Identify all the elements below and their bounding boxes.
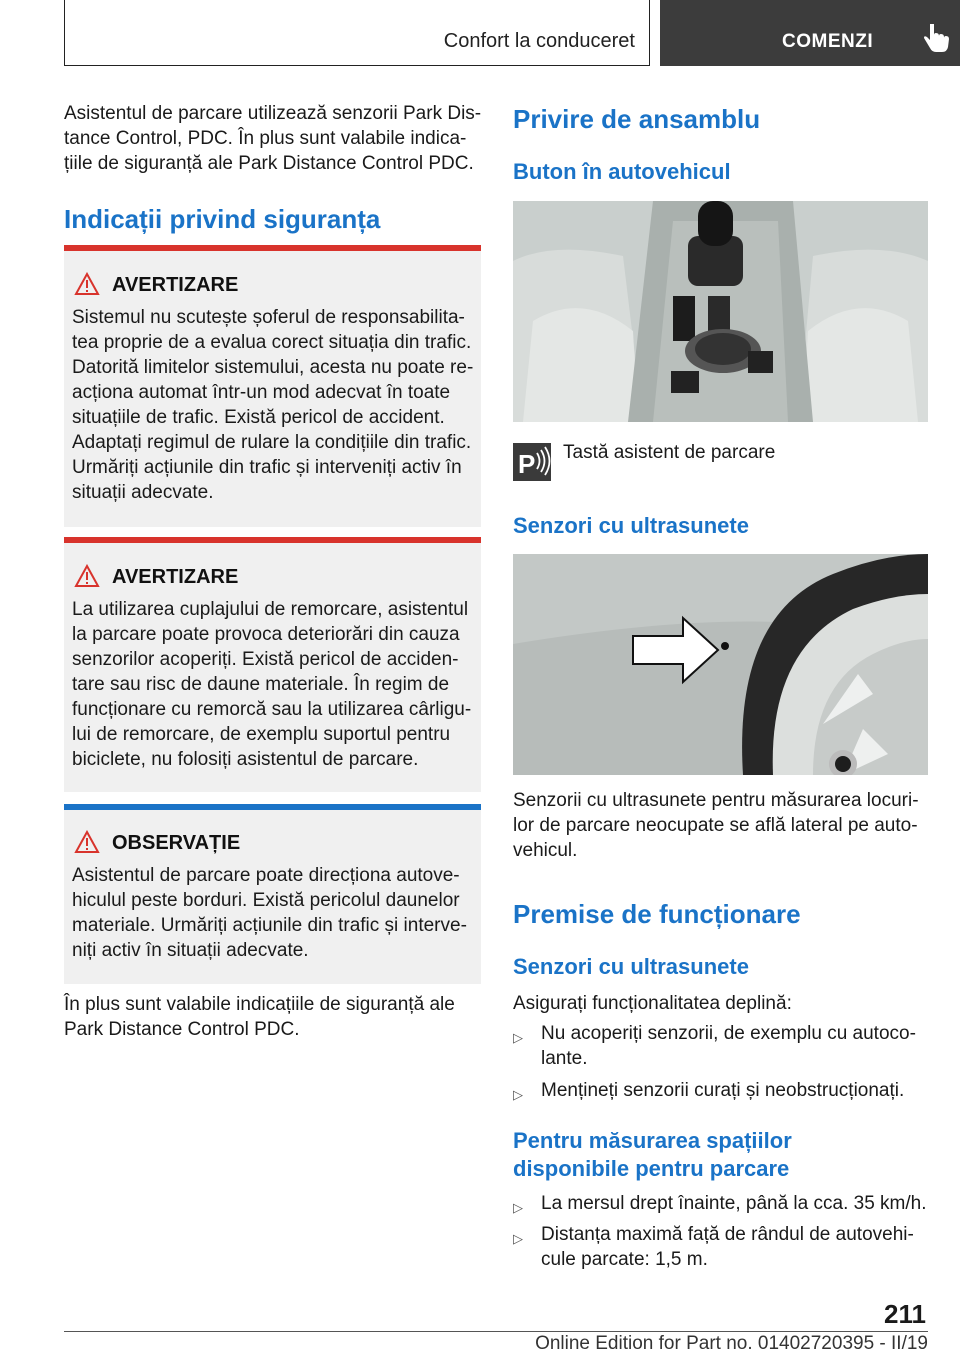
page-number: 211 [884,1299,926,1329]
ultrasonic-sensor-photo [513,554,928,775]
list-item-text: Mențineți senzorii curați și neobstrucționați. [541,1080,905,1101]
prereq-sensors-heading: Senzori cu ultrasunete [513,954,749,979]
sensors-caption: Senzorii cu ultrasunete pentru măsurarea locuri- lor de parcare neocupate se află lateral pe auto- vehicul. [513,790,919,861]
warning-box-1 [64,245,481,527]
measure-heading: Pentru măsurarea spațiilor disponibile pentru parcare [513,1128,792,1181]
bullet-triangle-icon: ▷ [513,1231,523,1246]
warning-label: AVERTIZARE [112,566,239,588]
footer-divider [64,1331,928,1332]
list-item-text: La mersul drept înainte, până la cca. 35 km/h. [541,1193,927,1214]
overview-heading: Privire de ansamblu [513,104,761,134]
sensors-heading: Senzori cu ultrasunete [513,513,749,538]
bullet-triangle-icon: ▷ [513,1030,523,1045]
hand-pointer-icon [924,24,950,54]
footer-edition: Online Edition for Part no. 01402720395 - II/19 [535,1333,928,1354]
warning-triangle-icon [74,564,100,588]
intro-paragraph: Asistentul de parcare utilizează senzorii Park Dis- tance Control, PDC. În plus sunt valabile indica- țiile de siguranță ale Park Distance Control PDC. [64,103,482,174]
notice-box [64,804,481,984]
warning-bar [64,245,481,251]
prereq-sensors-intro: Asigurați funcționalitatea deplină: [513,993,792,1014]
header-section-title: Confort la conduceret [443,30,635,52]
center-console-photo [513,201,928,422]
header-chapter-title: COMENZI [782,31,874,52]
safety-heading: Indicații privind siguranța [64,204,381,234]
warning-triangle-icon [74,272,100,296]
warning-label: AVERTIZARE [112,274,239,296]
header-section-tab [64,0,650,66]
notice-bar [64,804,481,810]
notice-text: Asistentul de parcare poate direcționa autove- hiculul peste borduri. Există pericolul daunelor materiale. Urmăriți acțiunile din trafic și interve- niți activ în situații adecvate. [72,865,467,961]
warning-triangle-icon [74,830,100,854]
list-item [513,1021,928,1071]
bullet-triangle-icon: ▷ [513,1087,523,1102]
warning-text: Sistemul nu scutește șoferul de responsabilita- tea proprie de a evalua corect situația din trafic. Datorită limitelor sistemului, acesta nu poate re- acționa automat într-un mod adecvat în toate situațiile de trafic. Există pericol de accident. Adaptați regimul de rulare la condițiile din trafic. Urmăriți acțiunile din trafic și interveniți activ în situații adecvate. [72,307,474,503]
warning-text: La utilizarea cuplajului de remorcare, asistentul la parcare poate provoca deteriorări din cauza senzorilor acoperiți. Există pericol de acciden- tare sau risc de daune materiale. În regim de funcționare cu remorcă sau la utilizarea cârligu- lui de remorcare, de exemplu suportul pentru biciclete, nu folosiți asistentul de parcare. [72,599,472,770]
list-item-text: Distanța maximă față de rândul de autovehi- cule parcate: 1,5 m. [541,1224,914,1270]
prereq-heading: Premise de funcționare [513,899,801,929]
header-chapter-tab [660,0,960,66]
button-heading: Buton în autovehicul [513,159,731,184]
list-item-text: Nu acoperiți senzorii, de exemplu cu autoco- lante. [541,1023,916,1069]
parking-assist-button-icon [513,443,551,481]
warning-box-2 [64,537,481,792]
bullet-triangle-icon: ▷ [513,1200,523,1215]
warning-bar [64,537,481,543]
list-item [513,1078,928,1103]
outro-paragraph: În plus sunt valabile indicațiile de siguranță ale Park Distance Control PDC. [64,994,455,1040]
svg-text:P: P [518,449,536,479]
list-item [513,1191,928,1216]
button-caption: Tastă asistent de parcare [563,442,776,463]
notice-label: OBSERVAȚIE [112,832,241,854]
list-item [513,1222,928,1272]
